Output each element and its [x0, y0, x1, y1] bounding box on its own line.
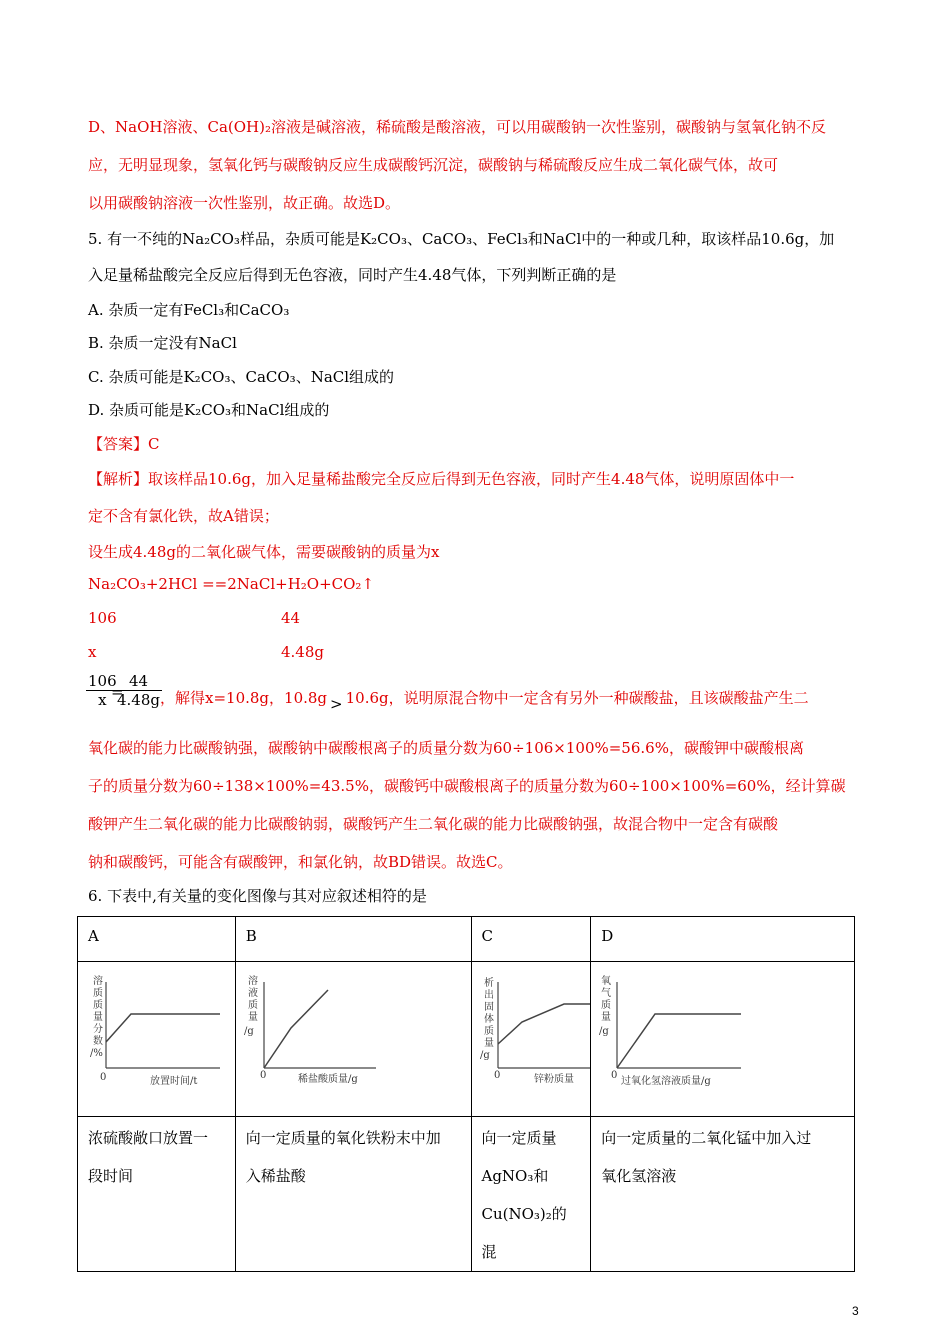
description-d: 向一定质量的二氧化锰中加入过 氧化氢溶液	[591, 1117, 855, 1272]
svg-text:质: 质	[483, 1026, 494, 1037]
molar-mass-co2: 44	[281, 609, 301, 627]
curve	[264, 990, 328, 1068]
analysis-line: 定不含有氯化铁，故A错误；	[88, 507, 279, 525]
y-label	[90, 974, 103, 1059]
description-c: 向一定质量 AgNO₃和 Cu(NO₃)₂的混	[471, 1117, 591, 1272]
graph-cell-c	[471, 962, 591, 1117]
co2-mass: 4.48g	[281, 643, 325, 661]
q5-option-b: B. 杂质一定没有NaCl	[88, 334, 237, 352]
y-label	[480, 976, 494, 1061]
equals-sign: =	[111, 683, 124, 701]
y-label	[244, 974, 258, 1037]
x-label: 过氧化氢溶液质量/g	[621, 1076, 712, 1087]
graph-c	[472, 962, 590, 1112]
x-label: 稀盐酸质量/g	[297, 1074, 358, 1085]
analysis-line: 子的质量分数为60÷138×100%=43.5%，碳酸钙中碳酸根离子的质量分数为60÷100×100%=60%，经计算碳	[88, 777, 846, 795]
greater-than: >	[330, 695, 343, 713]
graph-cell-a	[78, 962, 236, 1117]
analysis-text: ，解得x=10.8g，10.8g > 10.6g，说明原混合物中一定含有另外一种碳酸盐，且该碳酸盐产生二	[160, 689, 809, 713]
q6-options-table	[77, 916, 855, 1272]
svg-text:溶: 溶	[247, 976, 258, 987]
q5-option-d: D. 杂质可能是K₂CO₃和NaCl组成的	[88, 401, 330, 419]
svg-text:量: 量	[483, 1038, 494, 1049]
svg-text:析: 析	[483, 978, 494, 989]
q5-answer	[88, 434, 160, 454]
description-b: 向一定质量的氧化铁粉末中加 入稀盐酸	[235, 1117, 471, 1272]
origin-label: 0	[100, 1072, 107, 1083]
q6-stem: 6. 下表中,有关量的变化图像与其对应叙述相符的是	[88, 887, 427, 905]
curve	[617, 1014, 741, 1068]
y-label	[599, 974, 611, 1037]
svg-text:/%: /%	[90, 1048, 103, 1059]
svg-text:体: 体	[483, 1014, 494, 1025]
svg-text:/g: /g	[479, 1050, 490, 1061]
analysis-line: 氧化碳的能力比碳酸钠强，碳酸钠中碳酸根离子的质量分数为60÷106×100%=56.6%，碳酸钾中碳酸根离	[88, 739, 804, 757]
description-a: 浓硫酸敞口放置一 段时间	[78, 1117, 236, 1272]
prev-analysis-line: D、NaOH溶液、Ca(OH)₂溶液是碱溶液，稀硫酸是酸溶液，可以用碳酸钠一次性鉴别，碳酸钠与氢氧化钠不反	[88, 118, 826, 136]
svg-text:溶: 溶	[93, 976, 103, 987]
svg-text:质: 质	[93, 988, 103, 999]
origin-label: 0	[493, 1070, 500, 1081]
svg-text:质: 质	[601, 1000, 612, 1011]
graph-d	[591, 962, 853, 1112]
svg-text:量: 量	[93, 1012, 103, 1023]
svg-text:量: 量	[247, 1012, 258, 1023]
fraction-106-over-x: $\frac{106}{x}$	[88, 672, 117, 709]
svg-text:量: 量	[601, 1012, 612, 1023]
svg-text:出: 出	[483, 990, 494, 1001]
page-number: 3	[852, 1304, 859, 1318]
graph-b	[236, 962, 470, 1112]
q5-option-a: A. 杂质一定有FeCl₃和CaCO₃	[88, 301, 290, 319]
analysis-text: 取该样品10.6g，加入足量稀盐酸完全反应后得到无色容液，同时产生4.48气体，说明原固体中一	[148, 470, 795, 488]
q5-stem: 5. 有一不纯的Na₂CO₃样品，杂质可能是K₂CO₃、CaCO₃、FeCl₃和NaCl中的一种或几种，取该样品10.6g，加	[88, 230, 835, 248]
unknown-x: x	[88, 643, 97, 661]
prev-analysis-line: 以用碳酸钠溶液一次性鉴别，故正确。故选D。	[88, 194, 401, 212]
svg-text:/g: /g	[599, 1026, 610, 1037]
fraction-44-over-mass: $\frac{44}{4.48g}$	[117, 672, 161, 709]
svg-text:/g: /g	[243, 1026, 254, 1037]
x-label: 锌粉质量	[533, 1074, 574, 1085]
graph-a	[78, 962, 234, 1112]
svg-text:气: 气	[601, 988, 612, 999]
svg-text:液: 液	[247, 988, 258, 999]
answer-tag: 【答案】	[88, 435, 149, 453]
curve	[106, 1014, 220, 1042]
graph-cell-b	[235, 962, 471, 1117]
answer-value: C	[148, 435, 160, 453]
svg-text:质: 质	[247, 1000, 258, 1011]
origin-label: 0	[611, 1070, 618, 1081]
analysis-line: 酸钾产生二氧化碳的能力比碳酸钠弱，碳酸钙产生二氧化碳的能力比碳酸钠强，故混合物中一定含有碳酸	[88, 815, 779, 833]
svg-text:分: 分	[93, 1024, 103, 1035]
prev-analysis-line: 应，无明显现象，氢氧化钙与碳酸钠反应生成碳酸钙沉淀，碳酸钠与稀硫酸反应生成二氧化碳气体，故可	[88, 156, 779, 174]
chemical-equation: Na₂CO₃+2HCl ==2NaCl+H₂O+CO₂↑	[88, 575, 375, 593]
header-a: A	[78, 917, 236, 962]
svg-text:固: 固	[483, 1002, 494, 1013]
analysis-tag: 【解析】	[88, 470, 149, 488]
q5-option-c: C. 杂质可能是K₂CO₃、CaCO₃、NaCl组成的	[88, 368, 395, 386]
svg-text:氧: 氧	[601, 976, 612, 987]
header-b: B	[235, 917, 471, 962]
header-c: C	[471, 917, 591, 962]
curve	[498, 1004, 590, 1044]
q5-analysis	[88, 469, 794, 489]
origin-label: 0	[259, 1070, 267, 1081]
svg-text:质: 质	[93, 1000, 103, 1011]
header-d: D	[591, 917, 855, 962]
x-label: 放置时间/t	[150, 1076, 198, 1087]
analysis-line: 钠和碳酸钙，可能含有碳酸钾，和氯化钠，故BD错误。故选C。	[88, 853, 513, 871]
q5-stem: 入足量稀盐酸完全反应后得到无色容液，同时产生4.48气体，下列判断正确的是	[88, 266, 617, 284]
graph-cell-d	[591, 962, 855, 1117]
molar-mass-na2co3: 106	[88, 609, 117, 627]
analysis-line: 设生成4.48g的二氧化碳气体，需要碳酸钠的质量为x	[88, 543, 440, 561]
svg-text:数: 数	[93, 1036, 103, 1047]
